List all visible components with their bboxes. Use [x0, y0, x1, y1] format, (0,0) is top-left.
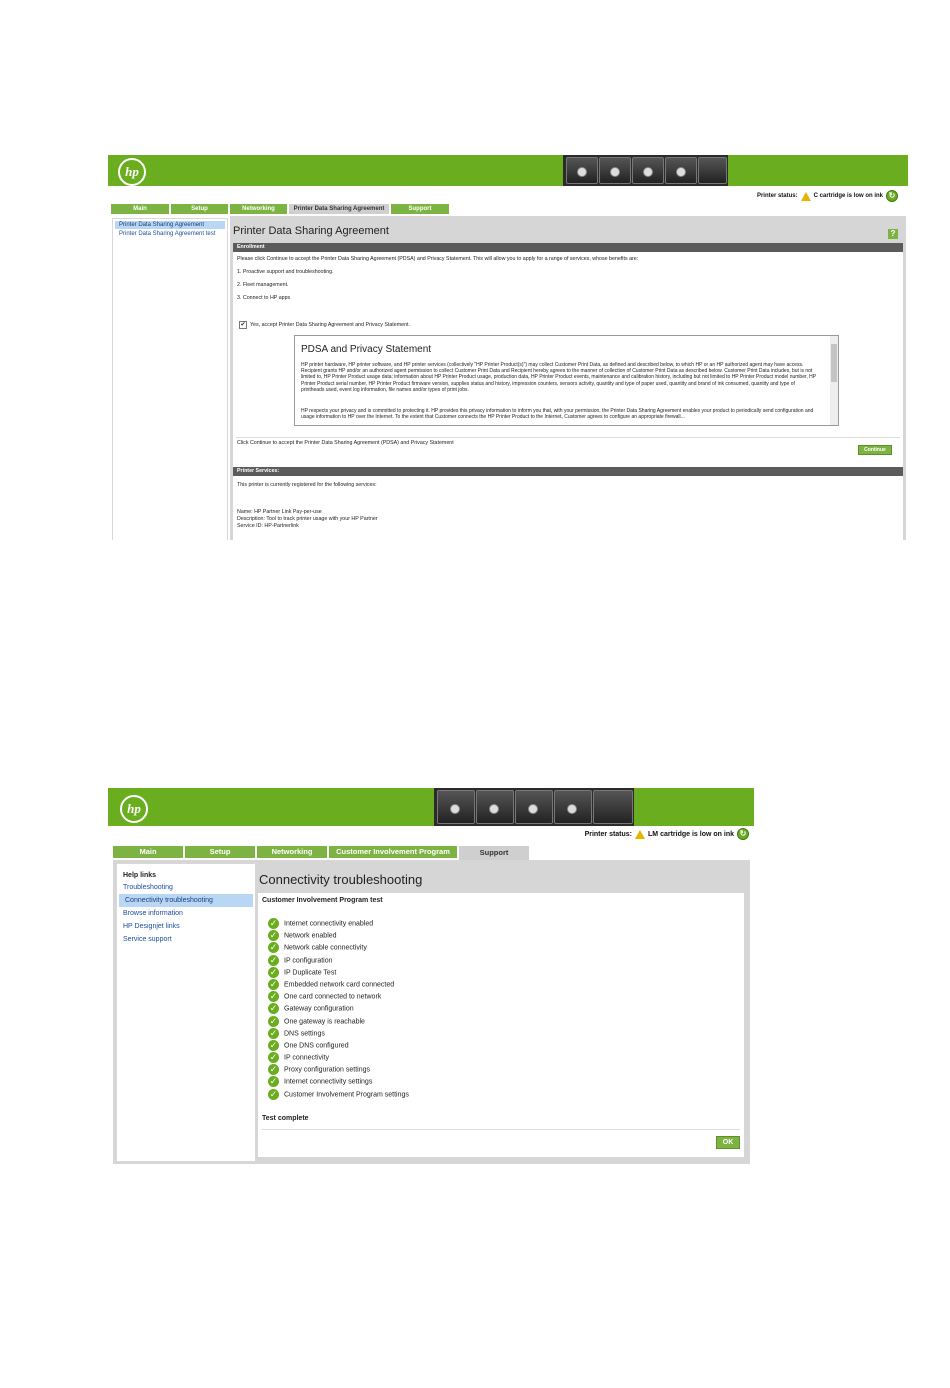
header-banner [108, 788, 754, 826]
page-title: Connectivity troubleshooting [259, 872, 423, 887]
main-panel [257, 863, 747, 1160]
results-area [258, 893, 744, 1157]
check-label: Network cable connectivity [284, 944, 367, 952]
check-icon: ✓ [269, 1039, 278, 1050]
check-icon: ✓ [269, 1064, 278, 1075]
enrollment-header: Enrollment [233, 243, 903, 252]
sidebar-item-pdsa[interactable]: Printer Data Sharing Agreement [115, 221, 225, 229]
check-item [268, 1076, 409, 1088]
check-label: One card connected to network [284, 993, 382, 1001]
sidebar-title: Help links [123, 872, 157, 879]
test-complete: Test complete [262, 1115, 309, 1122]
check-item [268, 991, 409, 1003]
sidebar-item-browse-information[interactable]: Browse information [123, 910, 183, 917]
page-title: Printer Data Sharing Agreement [233, 225, 389, 237]
divider [236, 437, 900, 438]
printer-status-text: LM cartridge is low on ink [648, 830, 734, 838]
check-item [268, 967, 409, 979]
check-label: Internet connectivity enabled [284, 920, 374, 928]
printer-status-text: C cartridge is low on ink [813, 193, 883, 199]
check-item [268, 1016, 409, 1028]
statement-paragraph-2: HP respects your privacy and is committed to protecting it. HP provides this privacy information to inform you that, with your permission, the Printer Data Sharing Agreement enables your product to periodically send configuration and usage information to HP over the Internet. To the extent that Customer connects the HP Printer Product to the Internet, Customer agrees to configure an appropriate firewall... [301, 408, 814, 421]
check-list [268, 918, 409, 1101]
check-item [268, 918, 409, 930]
warning-icon [801, 192, 811, 201]
check-item [268, 979, 409, 991]
sidebar-item-connectivity-troubleshooting[interactable]: Connectivity troubleshooting [119, 894, 253, 907]
scrollbar-thumb[interactable] [831, 344, 837, 382]
tab-support[interactable]: Support [391, 204, 449, 214]
check-label: Embedded network card connected [284, 981, 395, 989]
check-label: IP Duplicate Test [284, 969, 337, 977]
header-banner [108, 155, 908, 186]
accept-label: Yes, accept Printer Data Sharing Agreement and Privacy Statement. [250, 322, 410, 328]
printer-status [757, 190, 898, 202]
accept-checkbox[interactable]: ✔ [240, 322, 246, 328]
check-item [268, 955, 409, 967]
check-icon: ✓ [269, 954, 278, 965]
statement-box[interactable] [294, 335, 839, 426]
cartridge-banner-image [434, 788, 634, 826]
printer-status [585, 828, 749, 840]
check-label: Internet connectivity settings [284, 1078, 373, 1086]
check-label: One DNS configured [284, 1042, 349, 1050]
test-subtitle: Customer Involvement Program test [262, 897, 383, 904]
tab-bar [111, 204, 449, 214]
service-id: Service ID: HP-Partnerlink [237, 523, 299, 529]
check-item [268, 1064, 409, 1076]
printer-status-label: Printer status: [584, 830, 633, 838]
intro-text: Please click Continue to accept the Printer Data Sharing Agreement (PDSA) and Privacy Statement. This will allow you to apply for a range of services, whose benefits are: [237, 256, 639, 262]
check-icon: ✓ [269, 966, 278, 977]
cartridge-banner-image [563, 155, 728, 186]
hp-logo: hp [120, 795, 148, 823]
tab-setup[interactable]: Setup [185, 846, 255, 858]
benefit-2: 2. Fleet management. [237, 282, 289, 288]
check-icon: ✓ [269, 991, 278, 1002]
warning-icon [635, 830, 645, 839]
accept-row [239, 321, 410, 329]
check-item [268, 1003, 409, 1015]
continue-note: Click Continue to accept the Printer Data Sharing Agreement (PDSA) and Privacy Statement [237, 440, 454, 446]
benefit-1: 1. Proactive support and troubleshooting. [237, 269, 334, 275]
service-description: Description: Tool to track printer usage with your HP Partner [237, 516, 378, 522]
tab-setup[interactable]: Setup [171, 204, 228, 214]
tab-main[interactable]: Main [113, 846, 183, 858]
refresh-icon[interactable]: ↻ [886, 190, 898, 202]
check-label: Gateway configuration [284, 1005, 354, 1013]
printer-services-header: Printer Services: [233, 467, 903, 476]
hp-logo: hp [118, 158, 146, 186]
content-area [233, 243, 903, 540]
check-icon: ✓ [269, 1052, 278, 1063]
check-icon: ✓ [269, 1088, 278, 1099]
main-panel [230, 216, 906, 540]
check-item [268, 1089, 409, 1101]
ok-button[interactable]: OK [716, 1136, 740, 1149]
sidebar-item-hp-designjet-links[interactable]: HP Designjet links [123, 923, 180, 930]
tab-networking[interactable]: Networking [230, 204, 287, 214]
screenshot-pdsa [108, 155, 908, 540]
check-icon: ✓ [269, 1015, 278, 1026]
check-label: IP configuration [284, 956, 333, 964]
check-icon: ✓ [269, 978, 278, 989]
tab-bar [113, 846, 529, 860]
statement-paragraph-1: HP printer hardware, HP printer software, and HP printer services (collectively "HP Printer Product(s)") may collect Customer Print Data, as defined and described below, to which HP or an HP authorized agent may have access. Recipient grants HP and/or an authorized agent permission to collect Customer Print Data and Recipient hereby agrees to the manner of collection of Customer Print Data as described below. Customer Print Data includes, but is not limited to, HP Printer Product usage data: information about HP Printer Product usage, production data, HP Printer Product events, maintenance and calibration history, including but not limited to HP Printer Product model number, HP Printer Product serial number, HP Printer Product firmware version, supplies status and history, impression counters, sensors activity, quantity and type of paper used, quantity and brand of ink consumed, quantity and type of printheads used, event log information, file names and/or types of print jobs. [301, 362, 816, 393]
check-icon: ✓ [269, 930, 278, 941]
check-icon: ✓ [269, 918, 278, 928]
service-name: Name: HP Partner Link Pay-per-use [237, 509, 322, 515]
tab-networking[interactable]: Networking [257, 846, 327, 858]
check-item [268, 1052, 409, 1064]
check-label: Network enabled [284, 932, 337, 940]
check-item [268, 1028, 409, 1040]
help-icon[interactable]: ? [888, 229, 898, 239]
tab-support[interactable]: Support [459, 846, 529, 860]
screenshot-connectivity [108, 788, 754, 1166]
check-label: DNS settings [284, 1030, 325, 1038]
sidebar-item-service-support[interactable]: Service support [123, 936, 172, 943]
check-icon: ✓ [269, 1076, 278, 1087]
statement-scrollbar[interactable] [830, 336, 838, 425]
continue-button[interactable]: Continue [858, 445, 892, 455]
tab-printer-data-sharing-agreement[interactable]: Printer Data Sharing Agreement [289, 204, 389, 214]
tab-main[interactable]: Main [111, 204, 169, 214]
tab-customer-involvement-program[interactable]: Customer Involvement Program [329, 846, 457, 858]
check-icon: ✓ [269, 942, 278, 953]
check-label: Proxy configuration settings [284, 1066, 370, 1074]
divider [262, 1129, 740, 1130]
check-item [268, 1040, 409, 1052]
statement-title: PDSA and Privacy Statement [301, 344, 432, 355]
check-icon: ✓ [269, 1027, 278, 1038]
printer-status-label: Printer status: [756, 193, 798, 199]
sidebar-item-troubleshooting[interactable]: Troubleshooting [123, 884, 173, 891]
check-item [268, 942, 409, 954]
check-item [268, 930, 409, 942]
check-label: Customer Involvement Program settings [284, 1090, 409, 1098]
check-icon: ✓ [269, 1003, 278, 1014]
refresh-icon[interactable]: ↻ [737, 828, 749, 840]
services-intro: This printer is currently registered for the following services: [237, 482, 377, 488]
sidebar [116, 863, 256, 1162]
sidebar [112, 218, 228, 540]
check-label: IP connectivity [284, 1054, 330, 1062]
sidebar-item-pdsa-test[interactable]: Printer Data Sharing Agreement test [119, 231, 216, 237]
benefit-3: 3. Connect to HP apps [237, 295, 291, 301]
check-label: One gateway is reachable [284, 1017, 365, 1025]
